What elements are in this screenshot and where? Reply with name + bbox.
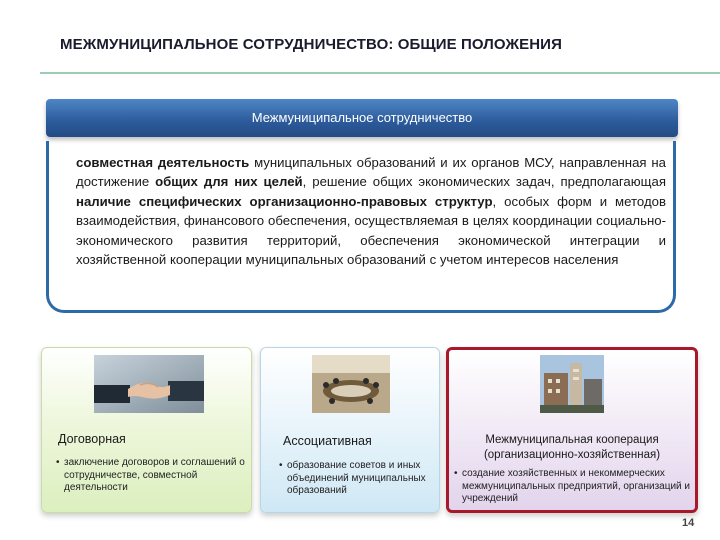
form-heading: Межмуниципальная кооперация (организационно-хозяйственная) — [483, 434, 661, 461]
form-bullet: • создание хозяйственных и некоммерческих межмуниципальных предприятий, организаций и учреждений — [454, 468, 691, 504]
buildings-photo — [540, 355, 604, 413]
handshake-photo — [94, 355, 204, 413]
definition-key-term: совместная деятельность — [76, 155, 250, 170]
definition-key-term: общих для них целей — [155, 174, 303, 190]
title-underline — [0, 66, 720, 76]
form-bullet: • образование советов и иных объединений муниципальных образований — [279, 460, 426, 496]
form-heading: Договорная — [58, 432, 126, 446]
definition-key-term: наличие специфических организационно-правовых структур — [76, 193, 493, 209]
definition-fragment: , особых форм и методов взаимодействия, финансового обеспечения, осуществляемая в целях координации социально-экономического развития территорий, обеспечения экономической интеграции и хозяйственной кооперации муниципальных образований с учетом интересов населения — [76, 193, 666, 268]
form-bullet: • заключение договоров и соглашений о сотрудничестве, совместной деятельности — [56, 457, 245, 493]
page-number: 14 — [682, 517, 695, 529]
bullet-marker: • — [56, 457, 60, 468]
form-heading: Ассоциативная — [283, 434, 372, 448]
bullet-marker: • — [279, 460, 283, 471]
meeting-photo — [312, 355, 390, 413]
definition-fragment: муниципальных образований и их органов МСУ, направленная на достижение — [76, 155, 666, 190]
definition-fragment: , решение общих экономических задач, предполагающая — [302, 174, 666, 190]
bullet-marker: • — [454, 468, 458, 479]
definition-text — [76, 153, 666, 269]
slide-title: МЕЖМУНИЦИПАЛЬНОЕ СОТРУДНИЧЕСТВО: ОБЩИЕ ПОЛОЖЕНИЯ — [60, 36, 562, 53]
cooperation-banner: Межмуниципальное сотрудничество — [46, 99, 678, 137]
